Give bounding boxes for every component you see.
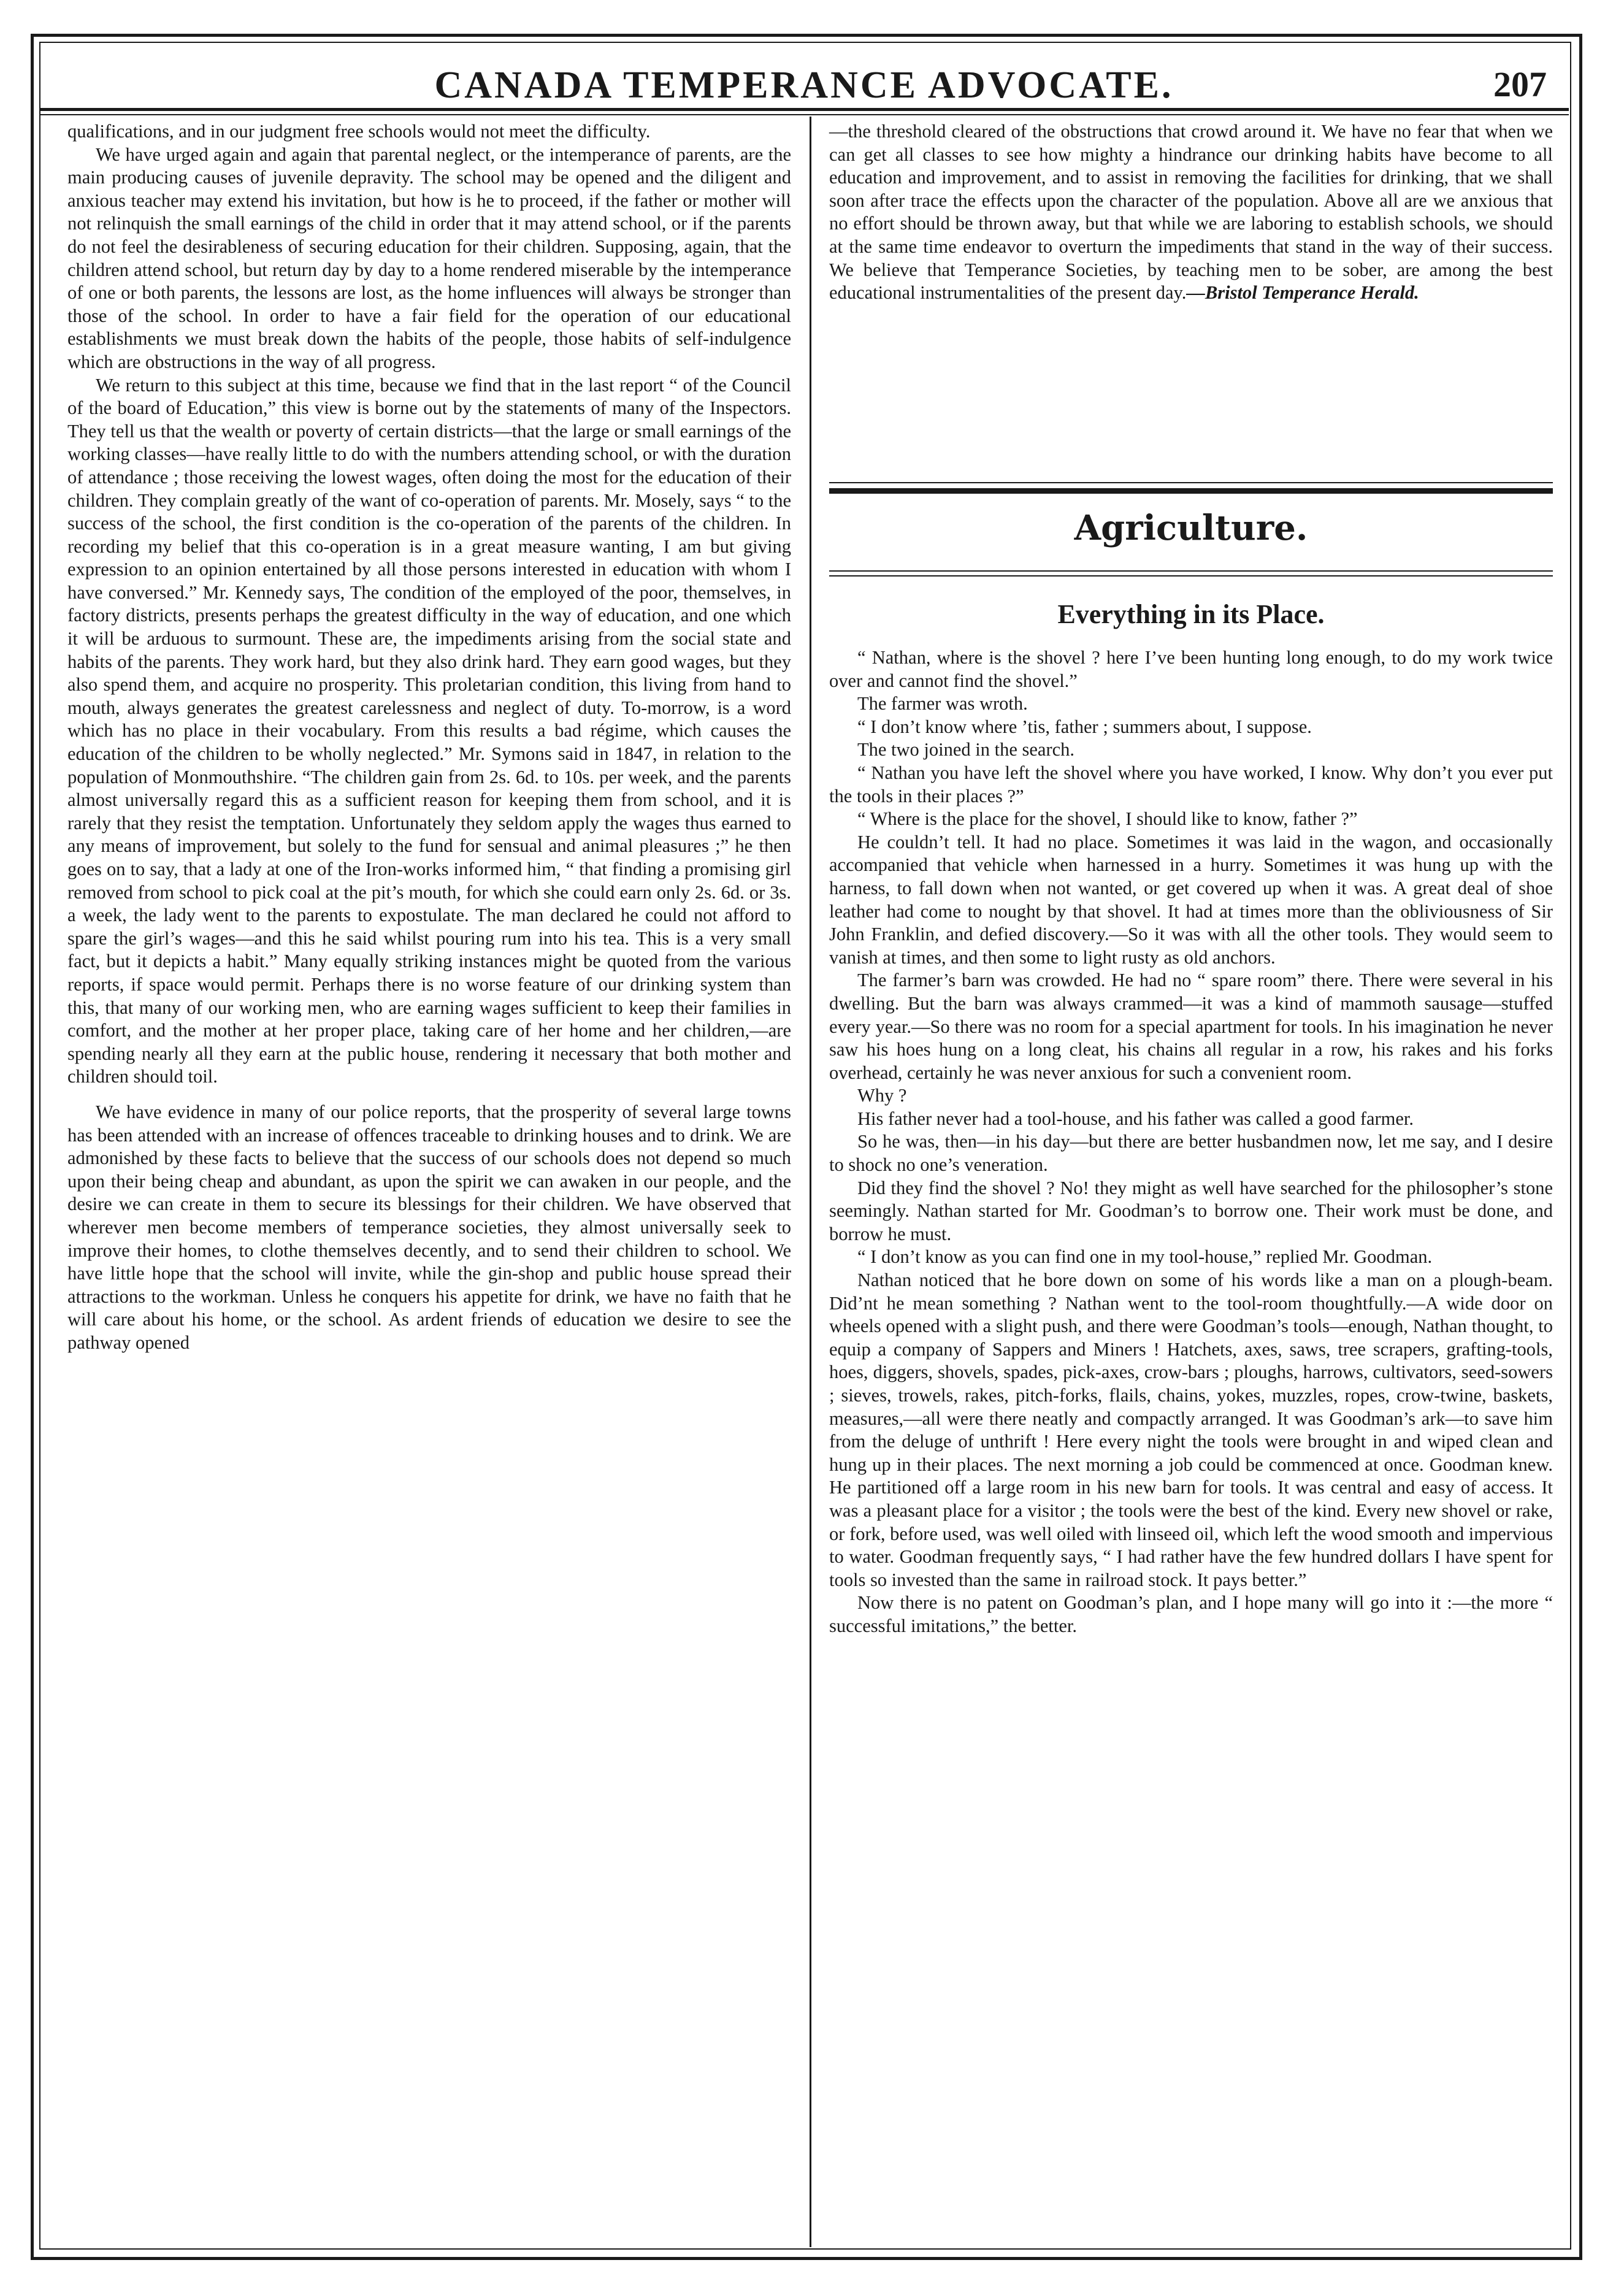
article-paragraph: Did they find the shovel ? No! they might as well have searched for the philosopher’s stone seemingly. Nathan started for Mr. Goodman’s to borrow one. Their work must be done, and borrow he must. [829, 1177, 1553, 1244]
continuation-text: —the threshold cleared of the obstructions that crowd around it. We have no fear that when we can get all classes to see how mighty a hindrance our drinking habits have become to all education and improvement, and to assist in removing the facilities for drinking, that we shall soon after trace the effects upon the character of the population. Above all are we anxious that no effort should be thrown away, but that while we are laboring to establish schools, we should at the same time endeavor to overturn the impediments that stand in the way of their success. We believe that Temperance Societies, by teaching men to be sober, are among the best educational instrumentalities of the present day. [829, 121, 1553, 304]
section-rule-top [829, 482, 1553, 483]
article-body [829, 646, 1553, 1638]
article-paragraph [829, 120, 1553, 305]
article-paragraph: We return to this subject at this time, because we find that in the last report “ of the Council of the board of Education,” this view is borne out by the statements of many of the Inspectors. They tell us that the wealth or poverty of certain districts—that the large or small earnings of the working classes—have really little to do with the numbers attending school, or with the duration of attendance ; those receiving the lowest wages, often doing the most for the education of their children. They complain greatly of the want of co-operation of parents. Mr. Mosely, says “ to the success of the school, the first condition is the co-operation of the parents of the children. In recording my belief that this co-operation is in a great measure wanting, I am but giving expression to an opinion entertained by all those persons interested in education with whom I have conversed.” Mr. Kennedy says, The condition of the employed of the poor, themselves, in factory districts, presents perhaps the greatest difficulty in the way of education, and one which it will be arduous to surmount. These are, the impediments arising from the social state and habits of the parents. They work hard, but they also drink hard. They earn good wages, but they also spend them, and acquire no prosperity. This proletarian condition, this living from hand to mouth, always generates the greatest carelessness and neglect of duty. To-morrow, is a word which has no place in their vocabulary. From this results a bad régime, which causes the education of the children to be wholly neglected.” Mr. Symons said in 1847, in relation to the population of Monmouthshire. “The children gain from 2s. 6d. to 10s. per week, and the parents almost universally regard this as a sufficient reason for keeping them from school, and it is rarely that they resist the temptation. Unfortunately they seldom apply the wages thus earned to any means of improvement, but solely to the fund for sensual and animal pleasures ;” he then goes on to say, that a lady at one of the Iron-works informed him, “ that finding a promising girl removed from school to pick coal at the pit’s mouth, for which she could earn only 2s. 6d. or 3s. a week, the lady went to the parents to expostulate. The man declared he could not afford to spare the girl’s wages—and this he said whilst pouring rum into his tea. This is a very small fact, but it depicts a habit.” Many equally striking instances might be quoted from the various reports, if space would permit. Perhaps there is no worse feature of our drinking system than this, that many of our working men, who are earning wages sufficient to keep their families in comfort, and the mother at her proper place, taking care of her home and her children,—are spending nearly all they earn at the public house, rendering it necessary that both mother and children should toil. [67, 374, 791, 1087]
source-signature: —Bristol Temperance Herald. [1186, 282, 1419, 304]
left-column [67, 120, 791, 1354]
page-number: 207 [1493, 64, 1547, 104]
section-rule-bottom [829, 570, 1553, 572]
article-paragraph: We have evidence in many of our police reports, that the prosperity of several large towns has been attended with an increase of offences traceable to drinking houses and to drink. We are admonished by these facts to believe that the success of our schools does not depend so much upon their being cheap and abundant, as upon the spirit we can awaken in our people, and the desire we can create in them to secure its blessings for their children. We have observed that wherever men become members of temperance societies, they almost universally seek to improve their homes, to clothe themselves decently, and to send their children to school. We have little hope that the school will invite, while the gin-shop and public house spread their attractions to the workman. Unless he conquers his appetite for drink, we have no faith that he will care about his home, or the school. As ardent friends of education we desire to see the pathway opened [67, 1101, 791, 1353]
article-paragraph: qualifications, and in our judgment free schools would not meet the difficulty. [67, 121, 651, 142]
article-paragraph: Nathan noticed that he bore down on some of his words like a man on a plough-beam. Did’nt he mean something ? Nathan went to the tool-room thoughtfully.—A wide door on wheels opened with a slight push, and there were Goodman’s tools—enough, Nathan thought, to equip a company of Sappers and Miners ! Hatchets, axes, saws, tree scrapers, grafting-tools, hoes, diggers, shovels, spades, pick-axes, crow-bars ; ploughs, harrows, cultivators, seed-sowers ; sieves, trowels, rakes, pitch-forks, flails, chains, yokes, muzzles, ropes, crow-twine, baskets, measures,—all were there neatly and compactly arranged. It was Goodman’s ark—to save him from the deluge of unthrift ! Here every night the tools were brought in and wiped clean and hung up in their places. The next morning a job could be commenced at once. Goodman knew. He partitioned off a large room in his new barn for tools. It was central and easy of access. It was a pleasant place for a visitor ; the tools were the best of the kind. Every new shovel or rake, or fork, before used, was well oiled with linseed oil, which left the wood smooth and impervious to water. Goodman frequently says, “ I had rather have the few hundred dollars I have spent for tools so invested than the same in railroad stock. It pays better.” [829, 1270, 1553, 1590]
article-paragraph: The farmer was wroth. [857, 693, 1028, 714]
article-paragraph: “ I don’t know as you can find one in my tool-house,” replied Mr. Goodman. [857, 1246, 1433, 1268]
masthead-rule [39, 108, 1569, 111]
article-paragraph: “ I don’t know where ’tis, father ; summers about, I suppose. [857, 716, 1312, 737]
article-paragraph: “ Where is the place for the shovel, I should like to know, father ?” [857, 808, 1358, 830]
article-paragraph: Why ? [857, 1085, 907, 1106]
article-paragraph: So he was, then—in his day—but there are better husbandmen now, let me say, and I desire to shock no one’s veneration. [829, 1131, 1553, 1176]
article-paragraph: The farmer’s barn was crowded. He had no “ spare room” there. There were several in his dwelling. But the barn was always crammed—it was a kind of mammoth sausage—stuffed every year.—So there was no room for a special apartment for tools. In his imagination he never saw his hoes hung on a long cleat, his chains all regular in a row, his rakes and his forks overhead, certainly he was never anxious for such a convenient room. [829, 970, 1553, 1083]
article-paragraph: “ Nathan you have left the shovel where you have worked, I know. Why don’t you ever put the tools in their places ?” [829, 762, 1553, 806]
article-title: Everything in its Place. [1057, 599, 1325, 629]
article-paragraph: His father never had a tool-house, and his father was called a good farmer. [857, 1108, 1414, 1129]
article-paragraph: We have urged again and again that parental neglect, or the intemperance of parents, are the main producing causes of juvenile depravity. The school may be opened and the diligent and anxious teacher may extend his invitation, but how is he to proceed, if the father or mother will not relinquish the small earnings of the child in order that it may attend school, or if the parents do not feel the desirableness of securing education for their children. Supposing, again, that the children attend school, but return day by day to a home rendered miserable by the intemperance of one or both parents, the lessons are lost, as the home influences will always be stronger than those of the school. In order to have a fair field for the operation of our educational establishments we must break down the habits of the people, those habits of self-indulgence which are obstructions in the way of all progress. [67, 144, 791, 372]
article-paragraph: He couldn’t tell. It had no place. Sometimes it was laid in the wagon, and occasionally accompanied that vehicle when harnessed in a hurry. Sometimes it was hung up with the harness, to fall down when not wanted, or get covered up when it was. A great deal of shoe leather had come to nought by that shovel. It had at times more than the obliviousness of Sir John Franklin, and defied discovery.—So it was with all the other tools. They would seem to vanish at times, and then some to light rusty as old anchors. [829, 831, 1553, 968]
masthead-title: CANADA TEMPERANCE ADVOCATE. [434, 64, 1174, 106]
article-paragraph: Now there is no patent on Goodman’s plan, and I hope many will go into it :—the more “ successful imitations,” the better. [829, 1592, 1553, 1636]
masthead-rule-thin [39, 114, 1569, 115]
section-rule-thick [829, 488, 1553, 494]
masthead [39, 64, 1569, 113]
article-paragraph: “ Nathan, where is the shovel ? here I’ve been hunting long enough, to do my work twice over and cannot find the shovel.” [829, 647, 1553, 691]
right-column-continuation [829, 120, 1553, 305]
column-divider [810, 117, 811, 2247]
article-paragraph: The two joined in the search. [857, 739, 1075, 760]
section-rule-bottom-2 [829, 575, 1553, 577]
section-heading: Agriculture. [1074, 508, 1308, 548]
